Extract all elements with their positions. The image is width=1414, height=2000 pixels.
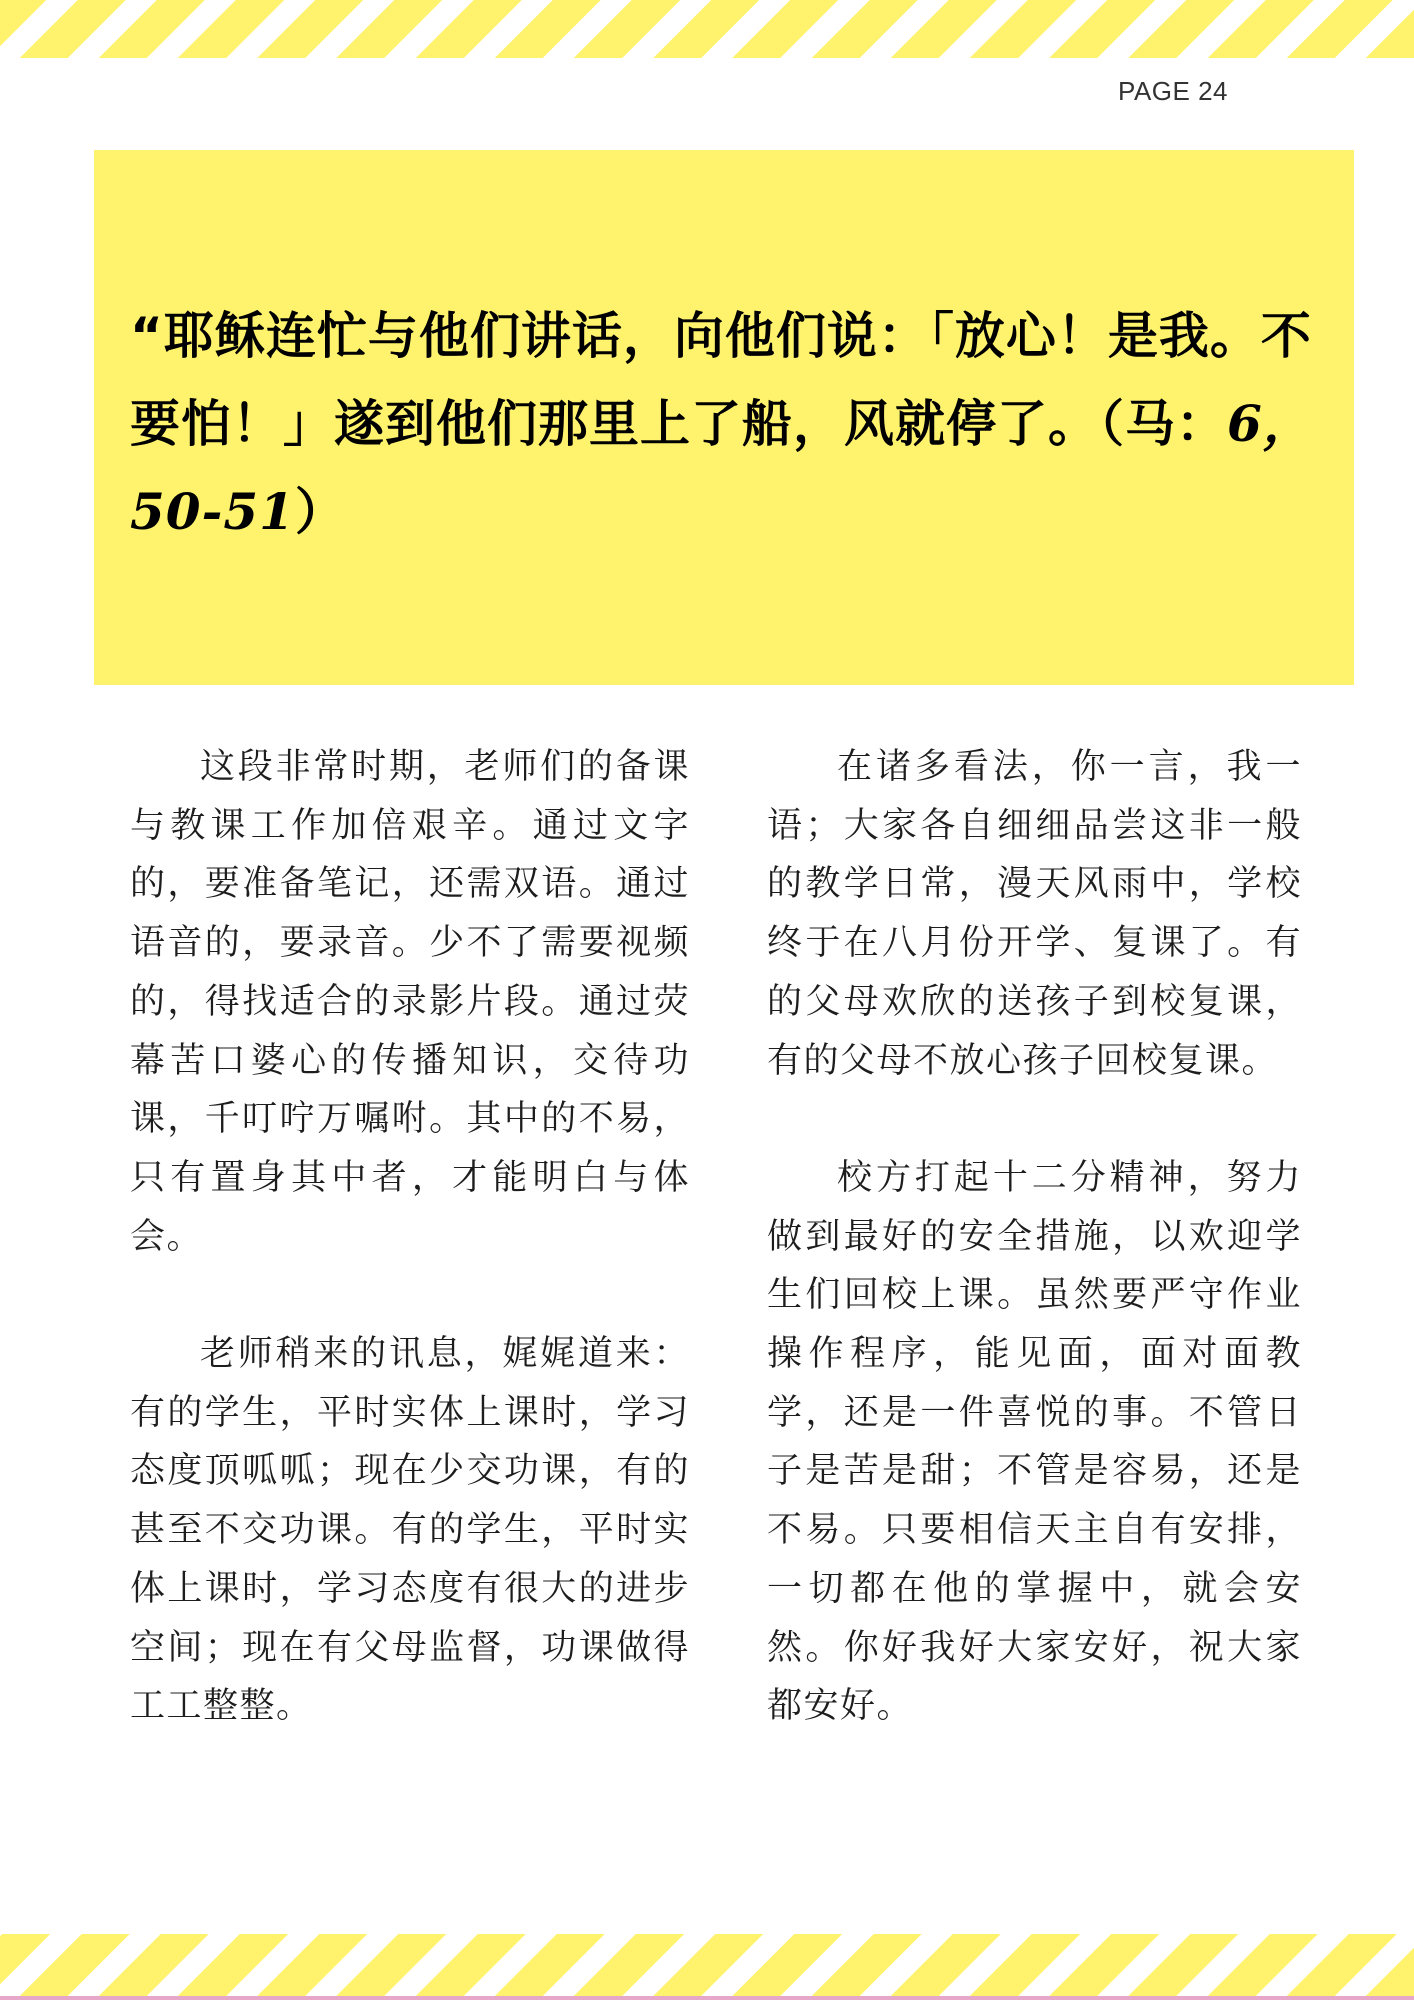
bible-quote xyxy=(130,292,1330,556)
top-stripe-border xyxy=(0,0,1414,58)
left-paragraph-1: 这段非常时期，老师们的备课与教课工作加倍艰辛。通过文字的，要准备笔记，还需双语。通过语音的，要录音。少不了需要视频的，得找适合的录影片段。通过荧幕苦口婆心的传播知识，交待功课，千叮咛万嘱咐。其中的不易，只有置身其中者，才能明白与体会。 xyxy=(130,747,690,1257)
left-paragraph-2: 老师稍来的讯息，娓娓道来：有的学生，平时实体上课时，学习态度顶呱呱；现在少交功课，有的甚至不交功课。有的学生，平时实体上课时，学习态度有很大的进步空间；现在有父母监督，功课做得工工整整。 xyxy=(130,1334,690,1727)
quote-highlight-box xyxy=(94,150,1354,685)
right-paragraph-1: 在诸多看法，你一言，我一语；大家各自细细品尝这非一般的教学日常，漫天风雨中，学校终于在八月份开学、复课了。有的父母欢欣的送孩子到校复课，有的父母不放心孩子回校复课。 xyxy=(767,747,1302,1081)
left-text-column xyxy=(130,738,690,1736)
page-number: PAGE 24 xyxy=(1118,76,1228,106)
right-paragraph-2: 校方打起十二分精神，努力做到最好的安全措施，以欢迎学生们回校上课。虽然要严守作业操作程序，能见面，面对面教学，还是一件喜悦的事。不管日子是苦是甜；不管是容易，还是不易。只要相信天主自有安排，一切都在他的掌握中，就会安然。你好我好大家安好，祝大家都安好。 xyxy=(767,1157,1302,1727)
bottom-stripe-border xyxy=(0,1934,1414,1996)
right-text-column xyxy=(767,738,1302,1736)
bottom-edge-line xyxy=(0,1996,1414,2000)
bible-quote-closing: ） xyxy=(294,483,346,541)
bible-quote-citation: 6，50-51 xyxy=(130,394,1314,541)
bible-quote-text: “耶稣连忙与他们讲话，向他们说：「放心！是我。不要怕！」遂到他们那里上了船，风就停了。（马： xyxy=(130,307,1312,453)
